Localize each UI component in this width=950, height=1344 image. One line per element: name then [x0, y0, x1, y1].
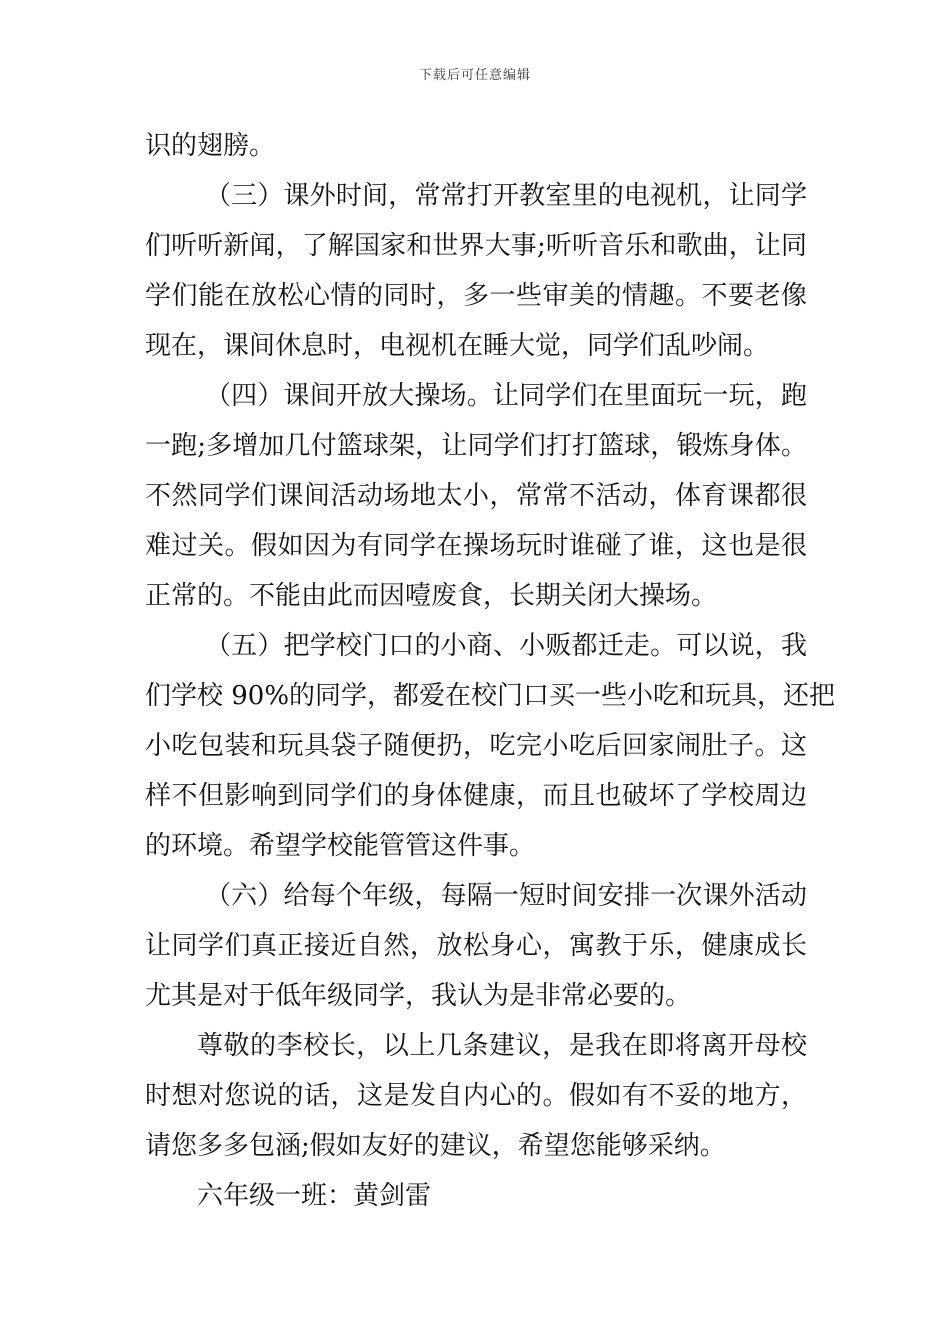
text-line: 学们能在放松心情的同时，多一些审美的情趣。不要老像 — [145, 281, 807, 311]
paragraph-3-start: （三）课外时间，常常打开教室里的电视机，让同学 — [205, 181, 807, 211]
text-line: 现在，课间休息时，电视机在睡大觉，同学们乱吵闹。 — [145, 331, 770, 361]
text-line: 样不但影响到同学们的身体健康，而且也破坏了学校周边 — [145, 781, 807, 811]
text-line: 让同学们真正接近自然，放松身心，寓教于乐，健康成长 — [145, 931, 807, 961]
text-line: 们听听新闻，了解国家和世界大事;听听音乐和歌曲，让同 — [145, 231, 807, 261]
text-line: 的环境。希望学校能管管这件事。 — [145, 831, 536, 861]
paragraph-6-start: （六）给每个年级，每隔一短时间安排一次课外活动 — [205, 881, 807, 911]
text-line: 尤其是对于低年级同学，我认为是非常必要的。 — [145, 981, 692, 1011]
text-line: 不然同学们课间活动场地太小，常常不活动，体育课都很 — [145, 481, 807, 511]
paragraph-4-start: （四）课间开放大操场。让同学们在里面玩一玩，跑 — [205, 381, 807, 411]
letter-body — [145, 121, 836, 1221]
text-line: 难过关。假如因为有同学在操场玩时谁碰了谁，这也是很 — [145, 531, 807, 561]
text-line: 识的翅膀。 — [145, 131, 276, 161]
page-header: 下载后可任意编辑 — [418, 68, 531, 83]
text-line: 正常的。不能由此而因噎废食，长期关闭大操场。 — [145, 581, 718, 611]
paragraph-5-start: （五）把学校门口的小商、小贩都迁走。可以说，我 — [205, 631, 807, 661]
text-line: 小吃包装和玩具袋子随便扔，吃完小吃后回家闹肚子。这 — [145, 731, 807, 761]
text-line: 一跑;多增加几付篮球架，让同学们打打篮球，锻炼身体。 — [145, 431, 807, 461]
text-line: 时想对您说的话，这是发自内心的。假如有不妥的地方， — [145, 1081, 807, 1111]
text-line: 请您多多包涵;假如友好的建议，希望您能够采纳。 — [145, 1131, 726, 1161]
signature-line: 六年级一班：黄剑雷 — [197, 1181, 432, 1211]
closing-paragraph-start: 尊敬的李校长，以上几条建议，是我在即将离开母校 — [197, 1031, 807, 1061]
text-line: 们学校 90%的同学，都爱在校门口买一些小吃和玩具，还把 — [145, 681, 836, 711]
